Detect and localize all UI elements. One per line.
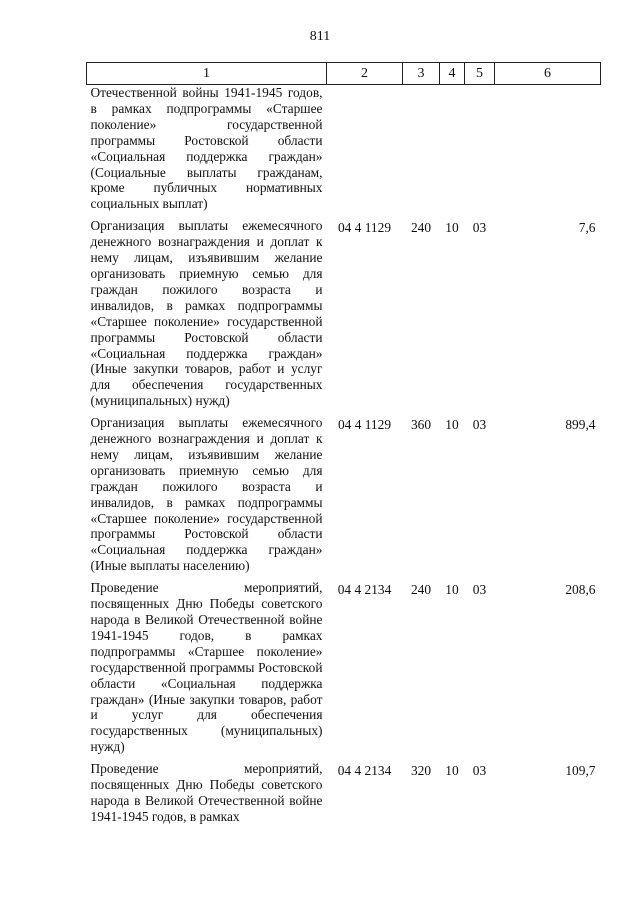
table-row	[87, 580, 601, 761]
row-vr: 320	[410, 763, 432, 779]
row-code: 04 4 2134	[337, 582, 392, 598]
row-description: Организация выплаты ежемесячного денежного вознаграждения и доплат к нему лицам, изъявившим желание организовать приемную семью для граждан пожилого возраста и инвалидов, в рамках подпрограммы «Старшее поколение» государственной программы Ростовской области «Социальная поддержка граждан» (Иные выплаты населению)	[90, 415, 323, 574]
row-sum: 7,6	[578, 220, 596, 236]
row-rz: 10	[445, 582, 459, 598]
row-pr: 03	[472, 417, 487, 433]
row-description: Организация выплаты ежемесячного денежного вознаграждения и доплат к нему лицам, изъявившим желание организовать приемную семью для граждан пожилого возраста и инвалидов, в рамках подпрограммы «Старшее поколение» государственной программы Ростовской области «Социальная поддержка граждан» (Иные закупки товаров, работ и услуг для обеспечения государственных (муниципальных) нужд)	[90, 218, 323, 409]
header-col-1: 1	[87, 63, 327, 85]
row-vr: 240	[410, 220, 432, 236]
row-sum: 899,4	[565, 417, 596, 433]
row-code: 04 4 1129	[337, 220, 392, 236]
row-rz	[440, 85, 465, 219]
budget-table	[86, 62, 601, 831]
row-code: 04 4 2134	[337, 763, 392, 779]
row-vr: 240	[410, 582, 432, 598]
table-row	[87, 85, 601, 219]
row-pr	[465, 85, 495, 219]
row-pr: 03	[472, 582, 487, 598]
row-vr	[403, 85, 440, 219]
header-col-4: 4	[440, 63, 465, 85]
row-rz: 10	[445, 220, 459, 236]
row-sum: 109,7	[565, 763, 596, 779]
row-description: Проведение мероприятий, посвященных Дню Победы советского народа в Великой Отечественной войне 1941-1945 годов, в рамках	[90, 761, 323, 824]
row-rz: 10	[445, 417, 459, 433]
header-col-2: 2	[327, 63, 403, 85]
header-col-5: 5	[465, 63, 495, 85]
row-code: 04 4 1129	[337, 417, 392, 433]
row-pr: 03	[472, 220, 487, 236]
row-description: Проведение мероприятий, посвященных Дню Победы советского народа в Великой Отечественной войне 1941-1945 годов, в рамках подпрограммы «Старшее поколение» государственной программы Ростовской области «Социальная поддержка граждан» (Иные закупки товаров, работ и услуг для обеспечения государственных (муниципальных) нужд)	[90, 580, 323, 755]
row-sum	[495, 85, 601, 219]
page-number: 811	[309, 29, 331, 44]
row-pr: 03	[472, 763, 487, 779]
row-vr: 360	[410, 417, 432, 433]
row-rz: 10	[445, 763, 459, 779]
row-description: Отечественной войны 1941-1945 годов, в рамках подпрограммы «Старшее поколение» государственной программы Ростовской области «Социальная поддержка граждан» (Социальные выплаты гражданам, кроме публичных нормативных социальных выплат)	[90, 85, 323, 212]
table-row	[87, 218, 601, 415]
header-row	[87, 63, 601, 85]
row-sum: 208,6	[565, 582, 596, 598]
header-col-6: 6	[495, 63, 601, 85]
table-row	[87, 415, 601, 580]
row-code	[327, 85, 403, 219]
table-row	[87, 761, 601, 831]
header-col-3: 3	[403, 63, 440, 85]
